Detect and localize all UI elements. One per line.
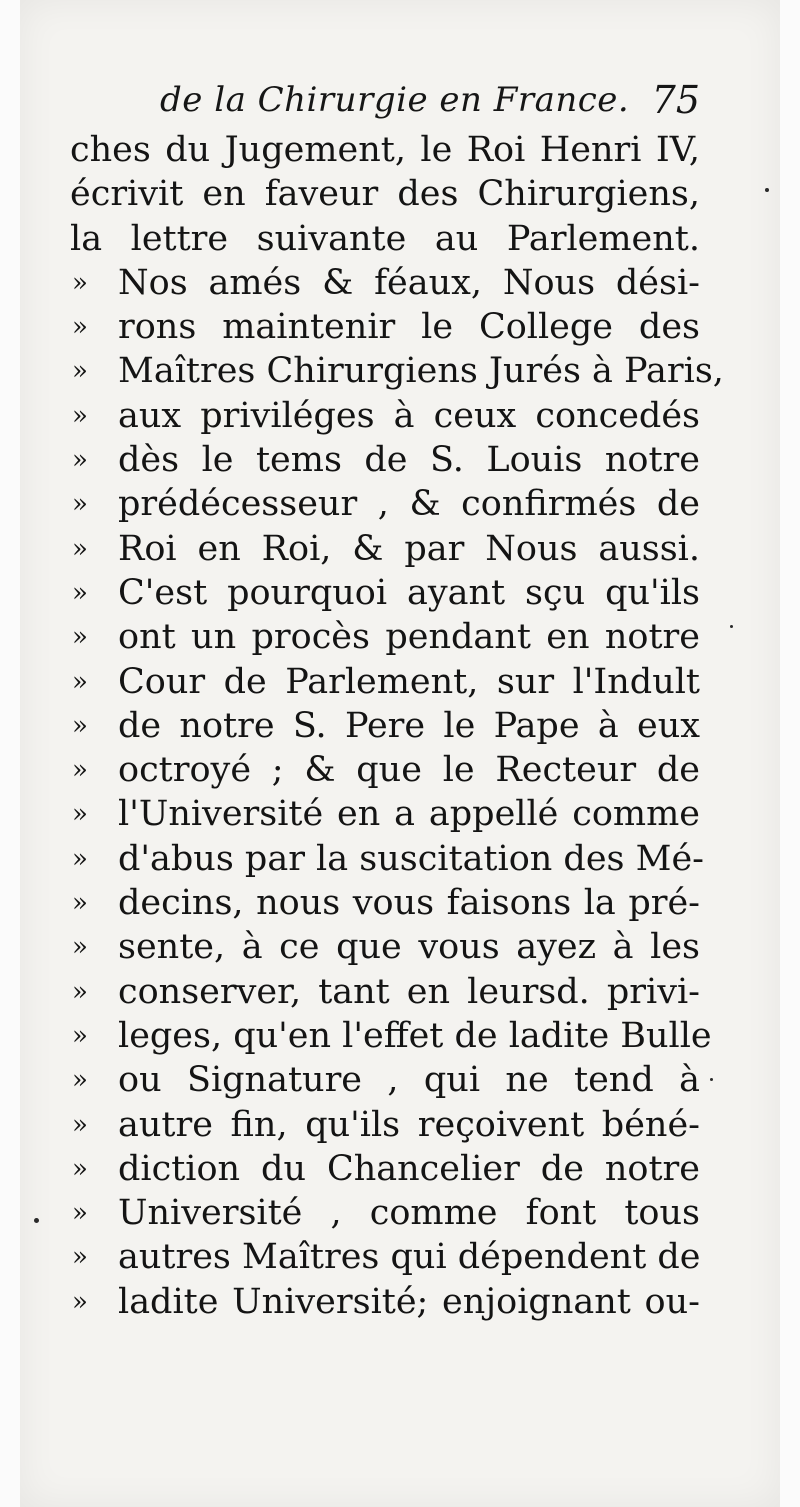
page-margin-right bbox=[780, 0, 800, 1507]
quotation-mark: » bbox=[72, 1065, 86, 1096]
text-line bbox=[70, 1014, 712, 1058]
line-text: Cour de Parlement, sur l'Indult bbox=[118, 661, 700, 702]
line-text: d'abus par la suscitation des Mé- bbox=[118, 838, 705, 879]
body-text bbox=[70, 128, 724, 1324]
text-line bbox=[70, 1103, 700, 1147]
quotation-mark: » bbox=[72, 976, 86, 1007]
quotation-mark: » bbox=[72, 1020, 86, 1051]
text-line bbox=[70, 1280, 700, 1324]
line-text: Université , comme font tous bbox=[118, 1193, 700, 1234]
line-text: ou Signature , qui ne tend à bbox=[118, 1060, 700, 1101]
line-text: C'est pourquoi ayant sçu qu'ils bbox=[118, 572, 700, 613]
line-text: de notre S. Pere le Pape à eux bbox=[118, 705, 700, 746]
line-text: ladite Université; enjoignant ou- bbox=[118, 1281, 700, 1322]
text-line bbox=[70, 1191, 700, 1235]
text-line bbox=[70, 438, 700, 482]
quotation-mark: » bbox=[72, 666, 86, 697]
text-line bbox=[70, 704, 700, 748]
text-line bbox=[70, 748, 700, 792]
page-margin-left bbox=[0, 0, 20, 1507]
quotation-mark: » bbox=[72, 1109, 86, 1140]
line-text: conserver, tant en leursd. privi- bbox=[118, 971, 700, 1012]
quotation-mark: » bbox=[72, 888, 86, 919]
quotation-mark: » bbox=[72, 489, 86, 520]
quotation-mark: » bbox=[72, 1153, 86, 1184]
quotation-mark: » bbox=[72, 533, 86, 564]
quotation-mark: » bbox=[72, 445, 86, 476]
text-line bbox=[70, 527, 700, 571]
text-line bbox=[70, 660, 700, 704]
text-line bbox=[70, 349, 724, 393]
text-line bbox=[70, 261, 700, 305]
line-text: Roi en Roi, & par Nous aussi. bbox=[118, 528, 700, 569]
line-text: diction du Chancelier de notre bbox=[118, 1148, 700, 1189]
quotation-mark: » bbox=[72, 1242, 86, 1273]
line-text: octroyé ; & que le Recteur de bbox=[118, 750, 700, 791]
line-text: Nos amés & féaux, Nous dési- bbox=[118, 262, 700, 303]
line-text: aux priviléges à ceux concedés bbox=[118, 395, 700, 436]
line-text: écrivit en faveur des Chirurgiens, bbox=[70, 174, 700, 215]
ink-speck bbox=[34, 1218, 39, 1223]
text-line bbox=[70, 305, 700, 349]
ink-speck bbox=[730, 625, 733, 628]
page-header bbox=[160, 72, 700, 128]
ink-speck bbox=[765, 188, 769, 192]
line-text: autres Maîtres qui dépendent de bbox=[118, 1237, 701, 1278]
text-line bbox=[70, 837, 705, 881]
page-number: 75 bbox=[651, 78, 700, 122]
quotation-mark: » bbox=[72, 843, 86, 874]
quotation-mark: » bbox=[72, 755, 86, 786]
line-text: Maîtres Chirurgiens Jurés à Paris, bbox=[118, 351, 724, 392]
running-title: de la Chirurgie en France. bbox=[160, 80, 630, 120]
line-text: l'Université en a appellé comme bbox=[118, 794, 700, 835]
line-text: ont un procès pendant en notre bbox=[118, 617, 700, 658]
quotation-mark: » bbox=[72, 577, 86, 608]
quotation-mark: » bbox=[72, 932, 86, 963]
quotation-mark: » bbox=[72, 267, 86, 298]
ink-speck bbox=[710, 1078, 713, 1081]
text-line bbox=[70, 970, 700, 1014]
quotation-mark: » bbox=[72, 1286, 86, 1317]
line-text: decins, nous vous faisons la pré- bbox=[118, 883, 700, 924]
line-text: autre fin, qu'ils reçoivent béné- bbox=[118, 1104, 700, 1145]
text-line bbox=[70, 482, 700, 526]
text-line bbox=[70, 1058, 700, 1102]
text-line bbox=[70, 394, 700, 438]
text-line bbox=[70, 881, 700, 925]
line-text: la lettre suivante au Parlement. bbox=[70, 218, 700, 259]
line-text: prédécesseur , & confirmés de bbox=[118, 484, 700, 525]
quotation-mark: » bbox=[72, 312, 86, 343]
line-text: dès le tems de S. Louis notre bbox=[118, 440, 700, 481]
text-line bbox=[70, 792, 700, 836]
line-text: sente, à ce que vous ayez à les bbox=[118, 927, 700, 968]
quotation-mark: » bbox=[72, 400, 86, 431]
text-line bbox=[70, 128, 700, 172]
quotation-mark: » bbox=[72, 622, 86, 653]
quotation-mark: » bbox=[72, 799, 86, 830]
quotation-mark: » bbox=[72, 1198, 86, 1229]
text-line bbox=[70, 571, 700, 615]
text-line bbox=[70, 172, 700, 216]
line-text: rons maintenir le College des bbox=[118, 307, 700, 348]
line-text: ches du Jugement, le Roi Henri IV, bbox=[70, 130, 700, 170]
quotation-mark: » bbox=[72, 356, 86, 387]
line-text: leges, qu'en l'effet de ladite Bulle bbox=[118, 1015, 712, 1056]
text-line bbox=[70, 925, 700, 969]
text-line bbox=[70, 1147, 700, 1191]
quotation-mark: » bbox=[72, 710, 86, 741]
text-line bbox=[70, 615, 700, 659]
text-line bbox=[70, 217, 700, 261]
text-line bbox=[70, 1235, 700, 1279]
